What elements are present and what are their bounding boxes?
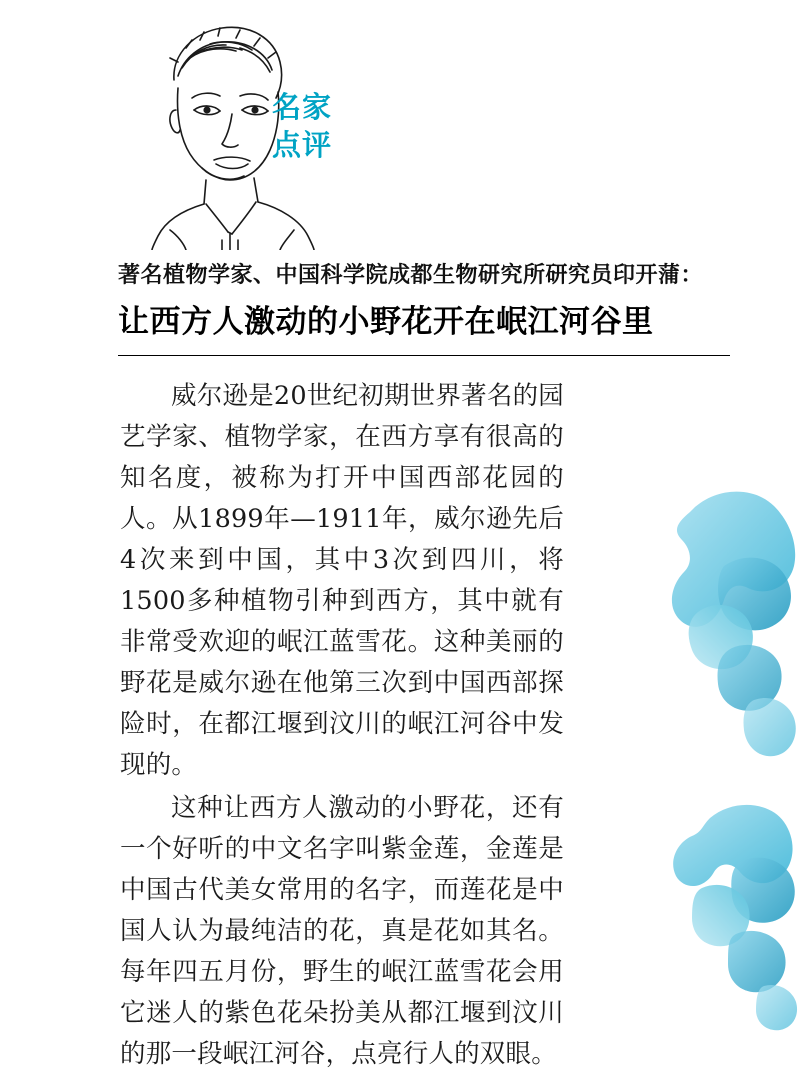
body-paragraph: 这种让西方人激动的小野花，还有一个好听的中文名字叫紫金莲，金莲是中国古代美女常用的名字，而莲花是中国人认为最纯洁的花，真是花如其名。每年四五月份，野生的岷江蓝雪花会用它迷人的紫色花朵扮美从都江堰到汶川的那一段岷江河谷，点亮行人的双眼。 [120, 793, 564, 1069]
decorative-watercolor-blobs [568, 0, 798, 1064]
blob-svg [568, 0, 798, 1064]
section-badge-line1: 名家 [272, 90, 333, 124]
article-headline: 让西方人激动的小野花开在岷江河谷里 [118, 303, 654, 340]
body-paragraph: 威尔逊是20世纪初期世界著名的园艺学家、植物学家，在西方享有很高的知名度，被称为打开中国西部花园的人。从1899年—1911年，威尔逊先后4次来到中国，其中3次到四川，将1500多种植物引种到西方，其中就有非常受欢迎的岷江蓝雪花。这种美丽的野花是威尔逊在他第三次到中国西部探险时，在都江堰到汶川的岷江河谷中发现的。 [120, 381, 564, 780]
headline-block [118, 262, 748, 356]
section-badge [272, 88, 332, 165]
headline-divider [118, 355, 730, 356]
article-body [120, 376, 564, 1077]
article-kicker: 著名植物学家、中国科学院成都生物研究所研究员印开蒲： [118, 263, 704, 288]
section-badge-line2: 点评 [272, 128, 333, 163]
